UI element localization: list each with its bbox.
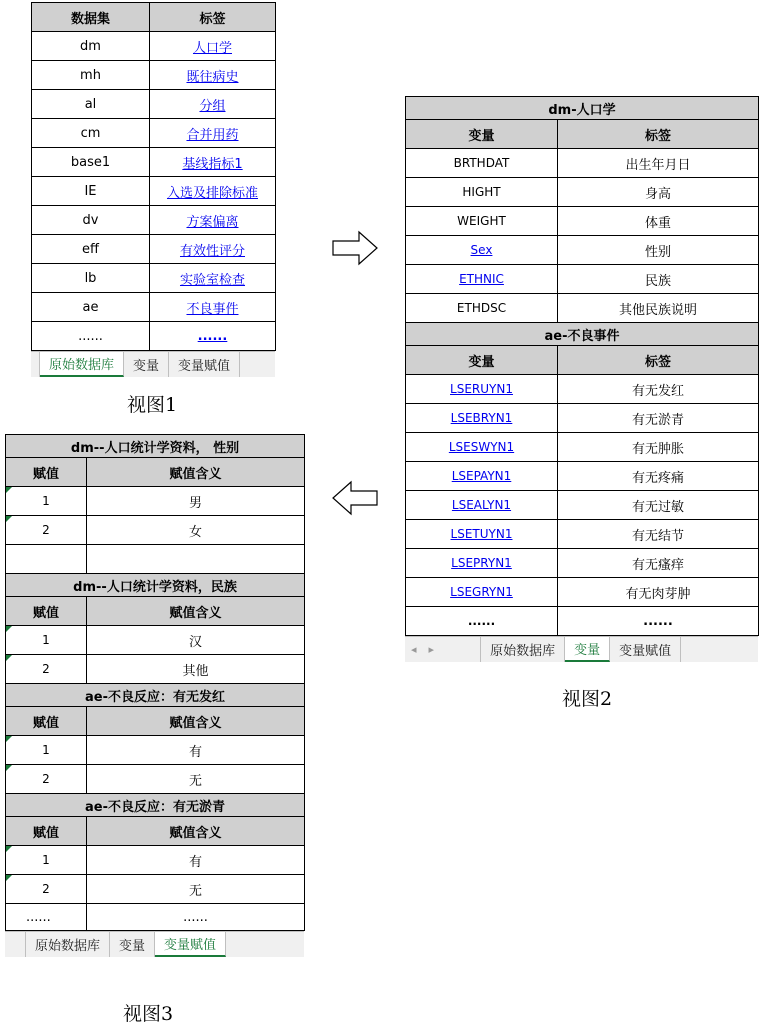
variable-name[interactable]: LSERUYN1: [406, 375, 558, 404]
dataset-code: mh: [32, 61, 150, 90]
sheet-next-icon[interactable]: ▸: [428, 643, 435, 656]
variable-name: ETHDSC: [406, 294, 558, 323]
table-row: [406, 375, 759, 404]
tab-variables[interactable]: 变量: [110, 932, 155, 957]
variable-name: WEIGHT: [406, 207, 558, 236]
variable-label: 性别: [558, 236, 759, 265]
view2-sheet-tabs: [405, 636, 758, 662]
variable-label: 有无肿胀: [558, 433, 759, 462]
ellipsis-cell: ......: [87, 904, 305, 931]
value-section: [6, 574, 305, 684]
table-row: [32, 32, 276, 61]
table-row: [32, 235, 276, 264]
value-meaning: 汉: [87, 626, 305, 655]
blank-cell: [6, 545, 87, 574]
table-row: [406, 149, 759, 178]
variable-name[interactable]: LSEGRYN1: [406, 578, 558, 607]
variable-name[interactable]: ETHNIC: [406, 265, 558, 294]
value-section: [6, 684, 305, 794]
section-row: [6, 684, 305, 707]
header-row: [6, 817, 305, 846]
dataset-code: dm: [32, 32, 150, 61]
col-header-meaning: 赋值含义: [87, 817, 305, 846]
dataset-code: lb: [32, 264, 150, 293]
ellipsis-row: [6, 904, 305, 931]
table-row: [406, 294, 759, 323]
value-meaning: 有: [87, 846, 305, 875]
table-row: [406, 520, 759, 549]
dataset-code: IE: [32, 177, 150, 206]
variable-label: ......: [558, 607, 759, 636]
view1-caption: 视图1: [127, 394, 178, 416]
view2-table: [405, 96, 759, 636]
view3-sheet-tabs: [5, 931, 304, 957]
tab-variables[interactable]: 变量: [124, 352, 169, 377]
table-row: [406, 404, 759, 433]
variable-label: 其他民族说明: [558, 294, 759, 323]
value-section: [6, 435, 305, 574]
header-row: [6, 458, 305, 487]
view1-table: [31, 2, 276, 351]
col-header-meaning: 赋值含义: [87, 458, 305, 487]
variable-name[interactable]: LSEPAYN1: [406, 462, 558, 491]
dataset-code: al: [32, 90, 150, 119]
value-section: [6, 794, 305, 904]
table-row: [32, 264, 276, 293]
dataset-code: cm: [32, 119, 150, 148]
variable-label: 有无肉芽肿: [558, 578, 759, 607]
col-header-label: 标签: [558, 346, 759, 375]
blank-cell: [87, 545, 305, 574]
view3-table: [5, 434, 305, 931]
tab-variable-values[interactable]: 变量赋值: [155, 932, 226, 957]
section-title-ae: ae-不良事件: [406, 323, 759, 346]
view1-sheet-tabs: [31, 351, 275, 377]
table-row: [406, 549, 759, 578]
col-header-dataset: 数据集: [32, 3, 150, 32]
variable-name[interactable]: LSEBRYN1: [406, 404, 558, 433]
ellipsis-section: [6, 904, 305, 931]
table-row: [406, 433, 759, 462]
col-header-variable: 变量: [406, 120, 558, 149]
dataset-label-link[interactable]: 基线指标1: [150, 148, 276, 177]
table-row: [6, 516, 305, 545]
value-code: 1: [6, 626, 87, 655]
header-row: [6, 597, 305, 626]
table-row: [406, 578, 759, 607]
blank-row: [6, 545, 305, 574]
table-row: [32, 322, 276, 351]
table-row: [6, 487, 305, 516]
tab-raw-database[interactable]: 原始数据库: [480, 637, 565, 662]
variable-name: HIGHT: [406, 178, 558, 207]
variable-label: 有无结节: [558, 520, 759, 549]
dataset-label-link: ......: [150, 322, 276, 351]
dataset-label-link[interactable]: 有效性评分: [150, 235, 276, 264]
value-meaning: 无: [87, 875, 305, 904]
value-code: 2: [6, 765, 87, 794]
value-code: 1: [6, 487, 87, 516]
section-row: [6, 435, 305, 458]
section-title: ae-不良反应：有无淤青: [6, 794, 305, 817]
variable-name[interactable]: LSEALYN1: [406, 491, 558, 520]
col-header-meaning: 赋值含义: [87, 707, 305, 736]
variable-name[interactable]: LSESWYN1: [406, 433, 558, 462]
table-row: [406, 207, 759, 236]
value-meaning: 其他: [87, 655, 305, 684]
tab-variable-values[interactable]: 变量赋值: [610, 637, 681, 662]
tab-spacer: [31, 352, 40, 377]
value-meaning: 男: [87, 487, 305, 516]
dataset-label-link[interactable]: 方案偏离: [150, 206, 276, 235]
table-row: [406, 265, 759, 294]
table-row: [6, 626, 305, 655]
col-header-label: 标签: [558, 120, 759, 149]
variable-name[interactable]: Sex: [406, 236, 558, 265]
section-row: [6, 794, 305, 817]
variable-label: 有无瘙痒: [558, 549, 759, 578]
value-meaning: 女: [87, 516, 305, 545]
table-row: [32, 119, 276, 148]
tab-variables[interactable]: 变量: [565, 637, 610, 662]
dataset-code: dv: [32, 206, 150, 235]
sheet-prev-icon[interactable]: ◂: [411, 643, 417, 656]
table-row: [406, 462, 759, 491]
variable-name: ......: [406, 607, 558, 636]
table-row: [32, 293, 276, 322]
table-row: [6, 875, 305, 904]
value-meaning: 无: [87, 765, 305, 794]
table-row: [6, 655, 305, 684]
table-row: [32, 148, 276, 177]
col-header-value: 赋值: [6, 817, 87, 846]
variable-label: 出生年月日: [558, 149, 759, 178]
col-header-value: 赋值: [6, 707, 87, 736]
tab-raw-database[interactable]: 原始数据库: [26, 932, 110, 957]
variable-label: 身高: [558, 178, 759, 207]
dataset-label-link[interactable]: 既往病史: [150, 61, 276, 90]
table-row: [406, 178, 759, 207]
section-row: [6, 574, 305, 597]
table-row: [6, 736, 305, 765]
variable-label: 有无淤青: [558, 404, 759, 433]
dataset-label-link[interactable]: 不良事件: [150, 293, 276, 322]
value-code: 2: [6, 875, 87, 904]
variable-label: 有无过敏: [558, 491, 759, 520]
table-row: [32, 177, 276, 206]
tab-raw-database[interactable]: 原始数据库: [40, 352, 124, 377]
value-meaning: 有: [87, 736, 305, 765]
value-code: 1: [6, 736, 87, 765]
variable-name: BRTHDAT: [406, 149, 558, 178]
col-header-value: 赋值: [6, 458, 87, 487]
value-code: 2: [6, 516, 87, 545]
variable-label: 有无发红: [558, 375, 759, 404]
view3-caption: 视图3: [123, 1003, 174, 1025]
table-row: [6, 765, 305, 794]
table-row: [32, 61, 276, 90]
col-header-meaning: 赋值含义: [87, 597, 305, 626]
table-row: [406, 236, 759, 265]
col-header-variable: 变量: [406, 346, 558, 375]
col-header-value: 赋值: [6, 597, 87, 626]
arrow-right-icon: [331, 230, 379, 266]
dataset-code: ......: [32, 322, 150, 351]
arrow-left-icon: [331, 480, 379, 516]
header-row: [6, 707, 305, 736]
ellipsis-cell: ......: [6, 904, 87, 931]
section-title: dm--人口统计学资料，民族: [6, 574, 305, 597]
dataset-label-link[interactable]: 实验室检查: [150, 264, 276, 293]
view1-panel: [31, 2, 275, 377]
variable-label: 民族: [558, 265, 759, 294]
table-row: [406, 491, 759, 520]
variable-label: 体重: [558, 207, 759, 236]
dataset-label-link[interactable]: 入选及排除标准: [150, 177, 276, 206]
view3-panel: [5, 434, 304, 957]
value-code: 2: [6, 655, 87, 684]
view2-panel: [405, 96, 758, 662]
dataset-label-link[interactable]: 分组: [150, 90, 276, 119]
dataset-code: ae: [32, 293, 150, 322]
section-title-dm: dm-人口学: [406, 97, 759, 120]
col-header-label: 标签: [150, 3, 276, 32]
view2-caption: 视图2: [562, 688, 613, 710]
dataset-code: base1: [32, 148, 150, 177]
table-row: [406, 607, 759, 636]
section-title: ae-不良反应：有无发红: [6, 684, 305, 707]
dataset-code: eff: [32, 235, 150, 264]
table-row: [32, 90, 276, 119]
variable-name[interactable]: LSETUYN1: [406, 520, 558, 549]
value-code: 1: [6, 846, 87, 875]
table-row: [32, 206, 276, 235]
variable-label: 有无疼痛: [558, 462, 759, 491]
tab-spacer: [5, 932, 26, 957]
variable-name[interactable]: LSEPRYN1: [406, 549, 558, 578]
dataset-label-link[interactable]: 人口学: [150, 32, 276, 61]
dataset-label-link[interactable]: 合并用药: [150, 119, 276, 148]
section-title: dm--人口统计学资料， 性别: [6, 435, 305, 458]
tab-variable-values[interactable]: 变量赋值: [169, 352, 240, 377]
table-row: [6, 846, 305, 875]
